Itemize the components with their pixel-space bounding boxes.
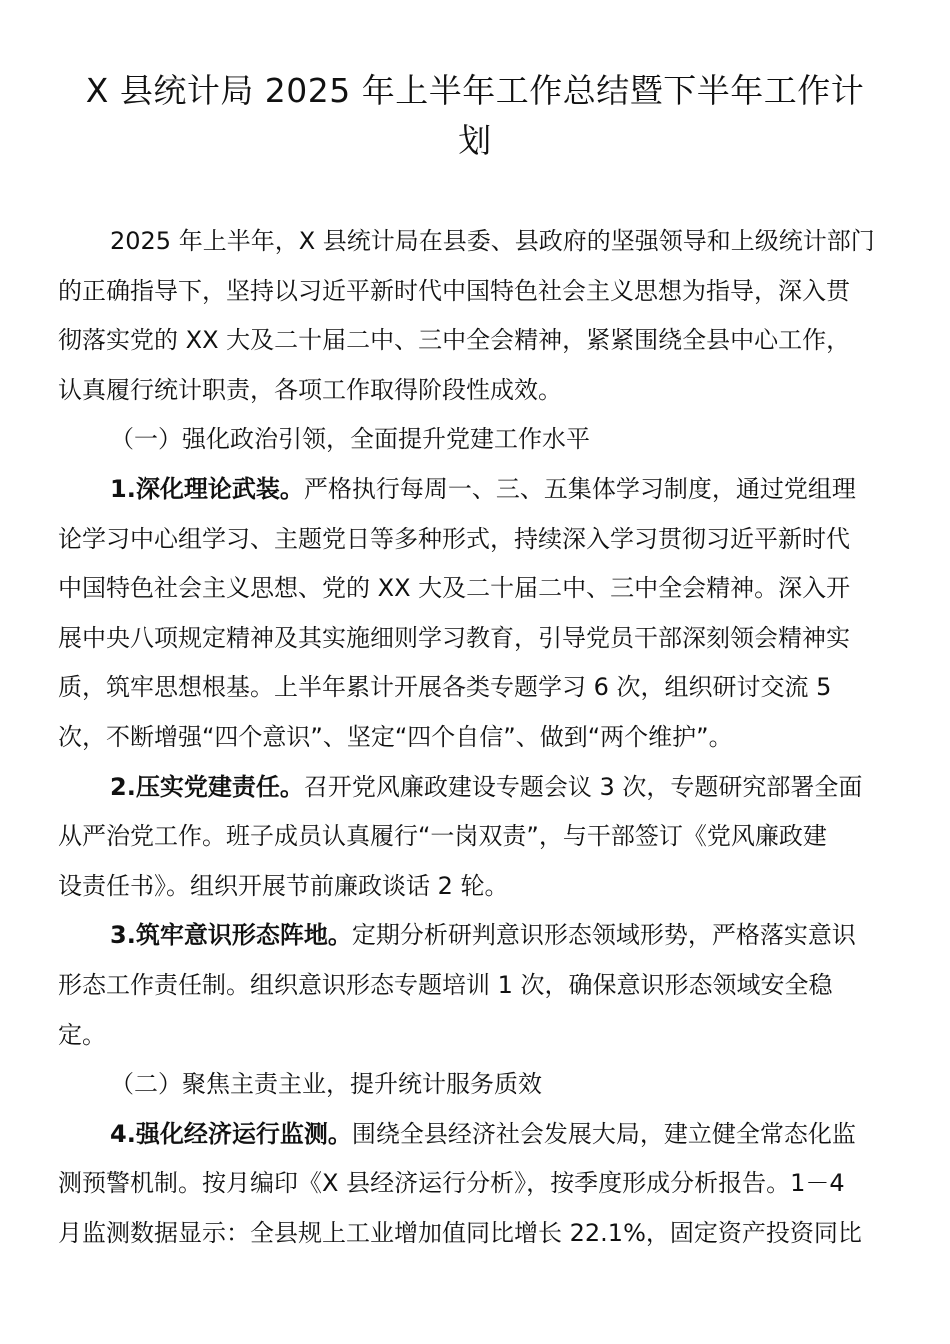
item-4-lead: 4.强化经济运行监测。 bbox=[110, 1119, 352, 1148]
text-line: 召开党风廉政建设专题会议 3 次，专题研究部署全面 bbox=[303, 772, 863, 801]
item-4-paragraph bbox=[58, 1110, 890, 1259]
text-line: 展中央八项规定精神及其实施细则学习教育，引导党员干部深刻领会精神实 bbox=[58, 623, 850, 652]
section-heading-2 bbox=[58, 1060, 890, 1110]
text-line: 从严治党工作。班子成员认真履行“一岗双责”，与干部签订《党风廉政建 bbox=[58, 822, 827, 851]
intro-paragraph bbox=[58, 217, 890, 415]
section-heading-text: （二）聚焦主责主业，提升统计服务质效 bbox=[110, 1070, 542, 1099]
text-line: 严格执行每周一、三、五集体学习制度，通过党组理 bbox=[303, 474, 856, 503]
text-line: 的正确指导下，坚持以习近平新时代中国特色社会主义思想为指导，深入贯 bbox=[58, 276, 850, 305]
section-heading-1 bbox=[58, 415, 890, 465]
text-line: 围绕全县经济社会发展大局，建立健全常态化监 bbox=[351, 1119, 856, 1148]
text-line: 定期分析研判意识形态领域形势，严格落实意识 bbox=[351, 921, 856, 950]
item-2-paragraph bbox=[58, 763, 890, 912]
document-body bbox=[58, 217, 890, 1258]
item-1-lead: 1.深化理论武装。 bbox=[110, 474, 304, 503]
text-line: 2025 年上半年，X 县统计局在县委、县政府的坚强领导和上级统计部门 bbox=[110, 227, 875, 255]
title-line-1: X 县统计局 2025 年上半年工作总结暨下半年工作计 bbox=[85, 71, 865, 110]
text-line: 认真履行统计职责，各项工作取得阶段性成效。 bbox=[58, 375, 562, 404]
text-line: 月监测数据显示：全县规上工业增加值同比增长 22.1%，固定资产投资同比 bbox=[58, 1218, 862, 1247]
text-line: 论学习中心组学习、主题党日等多种形式，持续深入学习贯彻习近平新时代 bbox=[58, 524, 850, 553]
section-heading-text: （一）强化政治引领，全面提升党建工作水平 bbox=[110, 425, 590, 454]
document-title bbox=[60, 66, 890, 166]
text-line: 形态工作责任制。组织意识形态专题培训 1 次，确保意识形态领域安全稳 bbox=[58, 970, 833, 999]
text-line: 设责任书》。组织开展节前廉政谈话 2 轮。 bbox=[58, 871, 509, 900]
item-3-lead: 3.筑牢意识形态阵地。 bbox=[110, 921, 352, 950]
text-line: 中国特色社会主义思想、党的 XX 大及二十届二中、三中全会精神。深入开 bbox=[58, 574, 851, 603]
item-3-paragraph bbox=[58, 911, 890, 1060]
text-line: 彻落实党的 XX 大及二十届二中、三中全会精神，紧紧围绕全县中心工作， bbox=[58, 326, 851, 355]
text-line: 定。 bbox=[58, 1020, 106, 1049]
item-2-lead: 2.压实党建责任。 bbox=[110, 772, 304, 801]
title-line-2: 划 bbox=[458, 121, 492, 160]
text-line: 质，筑牢思想根基。上半年累计开展各类专题学习 6 次，组织研讨交流 5 bbox=[58, 673, 832, 702]
text-line: 次，不断增强“四个意识”、坚定“四个自信”、做到“两个维护”。 bbox=[58, 722, 733, 751]
text-line: 测预警机制。按月编印《X 县经济运行分析》，按季度形成分析报告。1－4 bbox=[58, 1169, 845, 1198]
item-1-paragraph bbox=[58, 465, 890, 763]
